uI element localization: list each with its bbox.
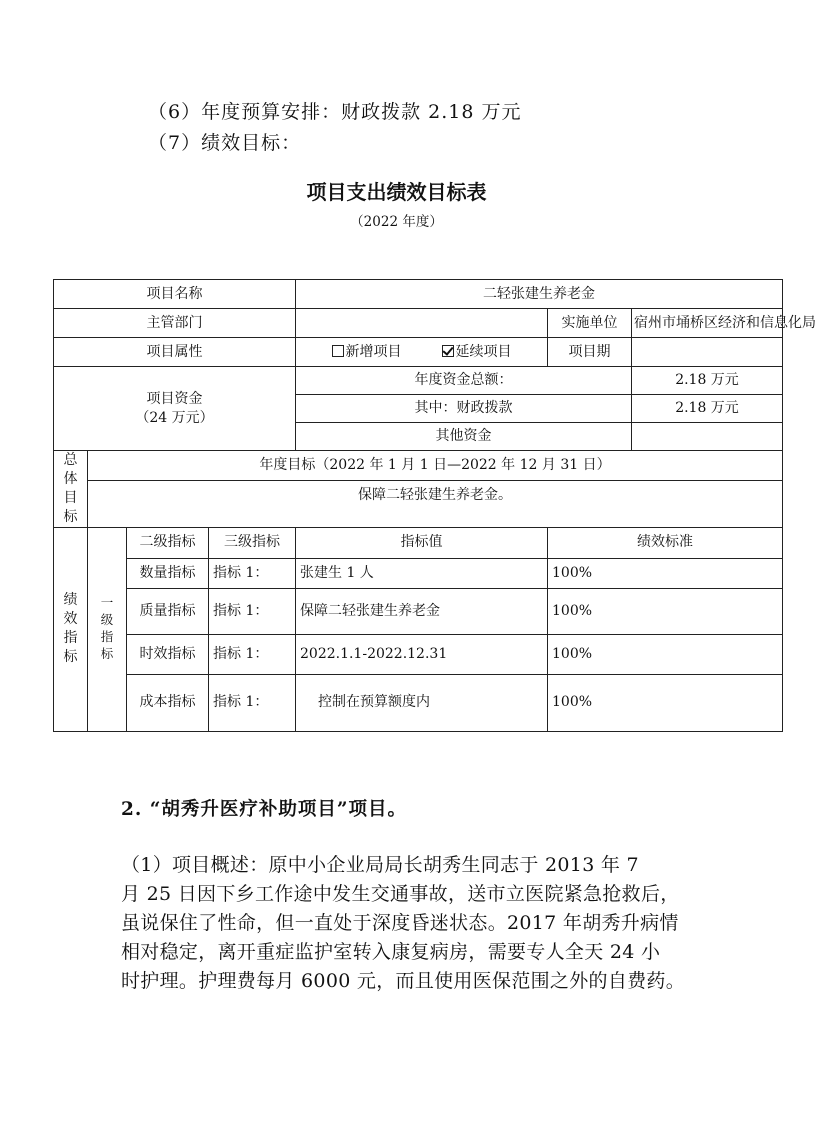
fund-fiscal-label: 其中：财政拨款 xyxy=(296,395,632,423)
row-level3: 指标 1： xyxy=(209,588,296,634)
fund-total-label: 年度资金总额： xyxy=(296,367,632,395)
attr-label: 项目属性 xyxy=(54,338,296,367)
row-level2: 时效指标 xyxy=(127,634,209,674)
paragraph-line: 虽说保住了性命，但一直处于深度昏迷状态。2017 年胡秀升病情 xyxy=(121,912,679,934)
performance-table xyxy=(53,279,816,732)
section-heading: 2. “胡秀升医疗补助项目”项目。 xyxy=(121,799,408,820)
row-standard: 100% xyxy=(548,588,783,634)
row-level2: 质量指标 xyxy=(127,588,209,634)
continued-project-checkbox xyxy=(442,345,454,357)
paragraph-line: 月 25 日因下乡工作途中发生交通事故，送市立医院紧急抢救后， xyxy=(121,883,680,905)
table-row xyxy=(54,634,783,674)
header-standard: 绩效标准 xyxy=(548,527,783,558)
new-project-label: 新增项目 xyxy=(345,343,402,360)
fund-fiscal-value: 2.18 万元 xyxy=(632,395,783,423)
attr-options xyxy=(296,338,548,367)
project-name-label: 项目名称 xyxy=(54,280,296,309)
row-value: 控制在预算额度内 xyxy=(296,674,548,731)
paragraph-line: 相对稳定，离开重症监护室转入康复病房，需要专人全天 24 小 xyxy=(121,941,661,963)
row-standard: 100% xyxy=(548,558,783,588)
performance-indicator-label: 绩效指标 xyxy=(54,527,88,731)
table-year: （2022 年度） xyxy=(350,214,443,230)
paragraph-line: 时护理。护理费每月 6000 元，而且使用医保范围之外的自费药。 xyxy=(121,970,686,992)
continued-project-label: 延续项目 xyxy=(455,343,512,360)
row-standard: 100% xyxy=(548,674,783,731)
fund-other-value xyxy=(632,423,783,451)
row-value: 2022.1.1-2022.12.31 xyxy=(296,634,548,674)
fund-label: 项目资金 xyxy=(146,390,203,407)
performance-goal-line: （7）绩效目标： xyxy=(148,132,302,154)
fund-other-label: 其他资金 xyxy=(296,423,632,451)
row-level3: 指标 1： xyxy=(209,634,296,674)
paragraph-line: （1）项目概述：原中小企业局局长胡秀生同志于 2013 年 7 xyxy=(121,854,639,876)
fund-amount: （24 万元） xyxy=(135,409,214,426)
table-title: 项目支出绩效目标表 xyxy=(306,180,487,204)
project-name-value: 二轻张建生养老金 xyxy=(296,280,783,309)
budget-line: （6）年度预算安排：财政拨款 2.18 万元 xyxy=(148,101,522,123)
header-level3: 三级指标 xyxy=(209,527,296,558)
table-row xyxy=(54,588,783,634)
row-level3: 指标 1： xyxy=(209,558,296,588)
header-value: 指标值 xyxy=(296,527,548,558)
table-row xyxy=(54,558,783,588)
overall-goal-label: 总体目标 xyxy=(54,451,88,528)
row-level2: 数量指标 xyxy=(127,558,209,588)
dept-label: 主管部门 xyxy=(54,309,296,338)
period-label: 项目期 xyxy=(548,338,632,367)
fund-total-value: 2.18 万元 xyxy=(632,367,783,395)
row-value: 张建生 1 人 xyxy=(296,558,548,588)
goal-text: 保障二轻张建生养老金。 xyxy=(88,480,783,527)
fund-label-cell xyxy=(54,367,296,451)
table-row xyxy=(54,674,783,731)
row-level2: 成本指标 xyxy=(127,674,209,731)
new-project-checkbox xyxy=(332,345,344,357)
row-level3: 指标 1： xyxy=(209,674,296,731)
row-value: 保障二轻张建生养老金 xyxy=(296,588,548,634)
level1-indicator-label: 一级指标 xyxy=(88,527,127,731)
row-standard: 100% xyxy=(548,634,783,674)
impl-unit-value: 宿州市埇桥区经济和信息化局 xyxy=(632,309,783,338)
header-level2: 二级指标 xyxy=(127,527,209,558)
impl-unit-label: 实施单位 xyxy=(548,309,632,338)
period-value xyxy=(632,338,783,367)
goal-year: 年度目标（2022 年 1 月 1 日—2022 年 12 月 31 日） xyxy=(88,451,783,481)
dept-value xyxy=(296,309,548,338)
